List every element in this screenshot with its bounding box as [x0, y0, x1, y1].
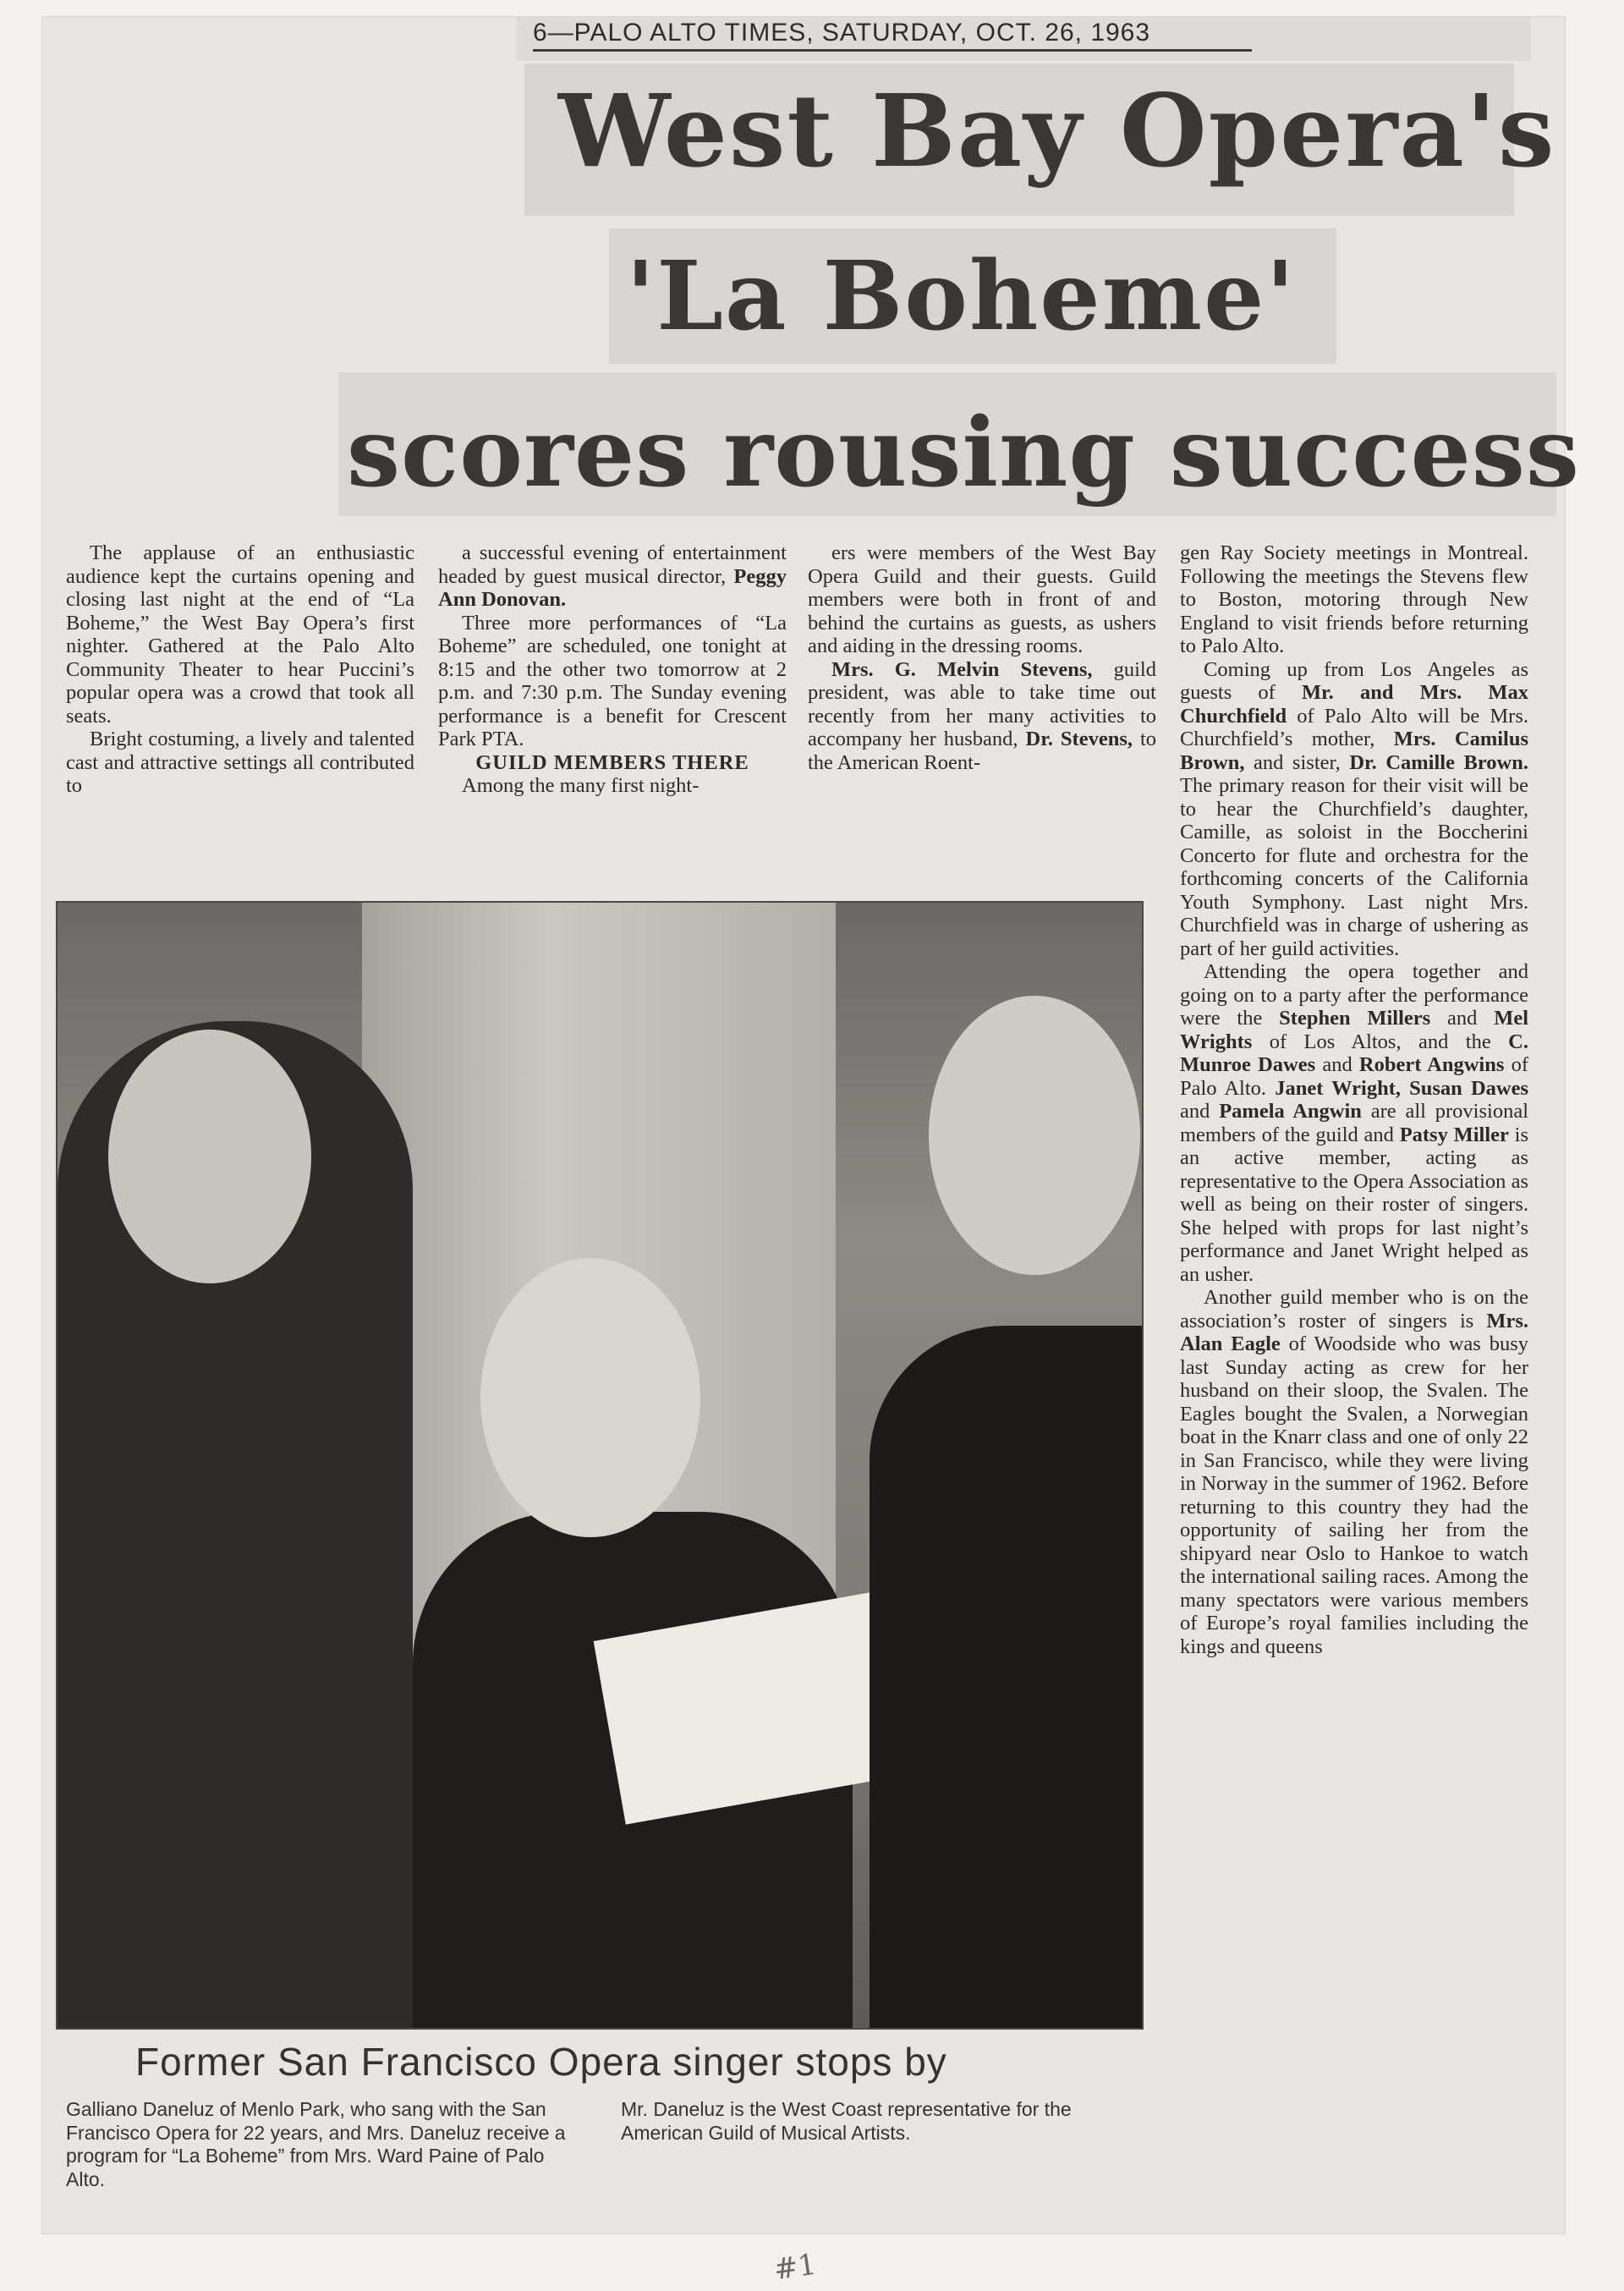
paragraph: Three more performances of “La Boheme” are scheduled, one tonight at 8:15 and the other two tomorrow at 2 p.m. and 7:30 p.m. The Sunday evening performance is a benefit for Crescent Park PTA.: [438, 611, 787, 750]
headline-line-3: scores rousing success: [347, 398, 1580, 508]
photo-caption-right: Mr. Daneluz is the West Coast representative for the American Guild of Musical Artists.: [621, 2098, 1072, 2144]
paragraph: Mrs. G. Melvin Stevens, guild president, was able to take time out recently from her many activities to accompany her husband, Dr. Stevens, to the American Roent-: [808, 657, 1157, 774]
headline-line-1: West Bay Opera's: [558, 72, 1556, 190]
paragraph: Bright costuming, a lively and talented cast and attractive settings all contributed to: [66, 728, 414, 797]
paragraph: Attending the opera together and going on to a party after the performance were the Stephen Millers and Mel Wrights of Los Altos, and the C. Munroe Dawes and Robert Angwins of Palo Alto. Janet Wright, Susan Dawes and Pamela Angwin are all provisional members of the guild and Patsy Miller is an active member, acting as representative to the Opera Association as well as being on their roster of singers. She helped with props for last night’s performance and Janet Wright helped as an usher.: [1180, 960, 1529, 1286]
photo-seated-woman-head: [480, 1258, 700, 1537]
article-column-1: [66, 541, 414, 798]
dateline: 6—PALO ALTO TIMES, SATURDAY, OCT. 26, 1963: [533, 19, 1252, 52]
photo-standing-woman-head: [929, 996, 1140, 1275]
article-column-3: [808, 541, 1156, 774]
section-subhead: GUILD MEMBERS THERE: [475, 750, 749, 774]
paragraph: gen Ray Society meetings in Montreal. Following the meetings the Stevens flew to Boston, motoring through New England to visit friends before returning to Palo Alto.: [1180, 541, 1528, 657]
name-bold: Peggy Ann Donovan.: [438, 564, 787, 611]
photo-caption-left: Galliano Daneluz of Menlo Park, who sang with the San Francisco Opera for 22 years, and Mrs. Daneluz receive a program for “La Boheme” from Mrs. Ward Paine of Palo Alto.: [66, 2098, 566, 2190]
headline-line-2: 'La Boheme': [626, 241, 1297, 352]
article-column-2: [438, 541, 787, 798]
photo-man-head: [108, 1030, 311, 1283]
photo-standing-woman-figure: [870, 1326, 1144, 2030]
article-column-4: [1180, 541, 1528, 1658]
handwritten-mark: #1: [771, 2247, 819, 2288]
photo-caption-title: Former San Francisco Opera singer stops by: [135, 2040, 947, 2084]
paragraph: Coming up from Los Angeles as guests of Mr. and Mrs. Max Churchfield of Palo Alto will be Mrs. Churchfield’s mother, Mrs. Camilus Brown, and sister, Dr. Camille Brown. The primary reason for their visit will be to hear the Churchfield’s daughter, Camille, as soloist in the Boccherini Concerto for flute and orchestra for the forthcoming concerts of the California Youth Symphony. Last night Mrs. Churchfield was in charge of ushering as part of her guild activities.: [1180, 657, 1528, 960]
paragraph: a successful evening of entertainment headed by guest musical director, Peggy Ann Donovan.: [438, 541, 787, 611]
paragraph: Another guild member who is on the association’s roster of singers is Mrs. Alan Eagle of Woodside who was busy last Sunday acting as crew for her husband on their sloop, the Svalen. The Eagles bought the Svalen, a Norwegian boat in the Knarr class and one of only 22 in San Francisco, while they were living in Norway in the summer of 1962. Before returning to this country they had the opportunity of sailing her from the shipyard near Oslo to Hankoe to watch the international sailing races. Among the many spectators were various members of Europe’s royal families including the kings and queens: [1180, 1286, 1529, 1658]
paragraph: The applause of an enthusiastic audience kept the curtains opening and closing last night at the end of “La Boheme,” the West Bay Opera’s first nighter. Gathered at the Palo Alto Community Theater to hear Puccini’s popular opera was a crowd that took all seats.: [66, 541, 414, 728]
paragraph: ers were members of the West Bay Opera Guild and their guests. Guild members were both in front of and behind the curtains as guests, as ushers and aiding in the dressing rooms.: [808, 541, 1156, 657]
paragraph: Among the many first night-: [462, 774, 700, 797]
news-photo: [56, 901, 1144, 2030]
